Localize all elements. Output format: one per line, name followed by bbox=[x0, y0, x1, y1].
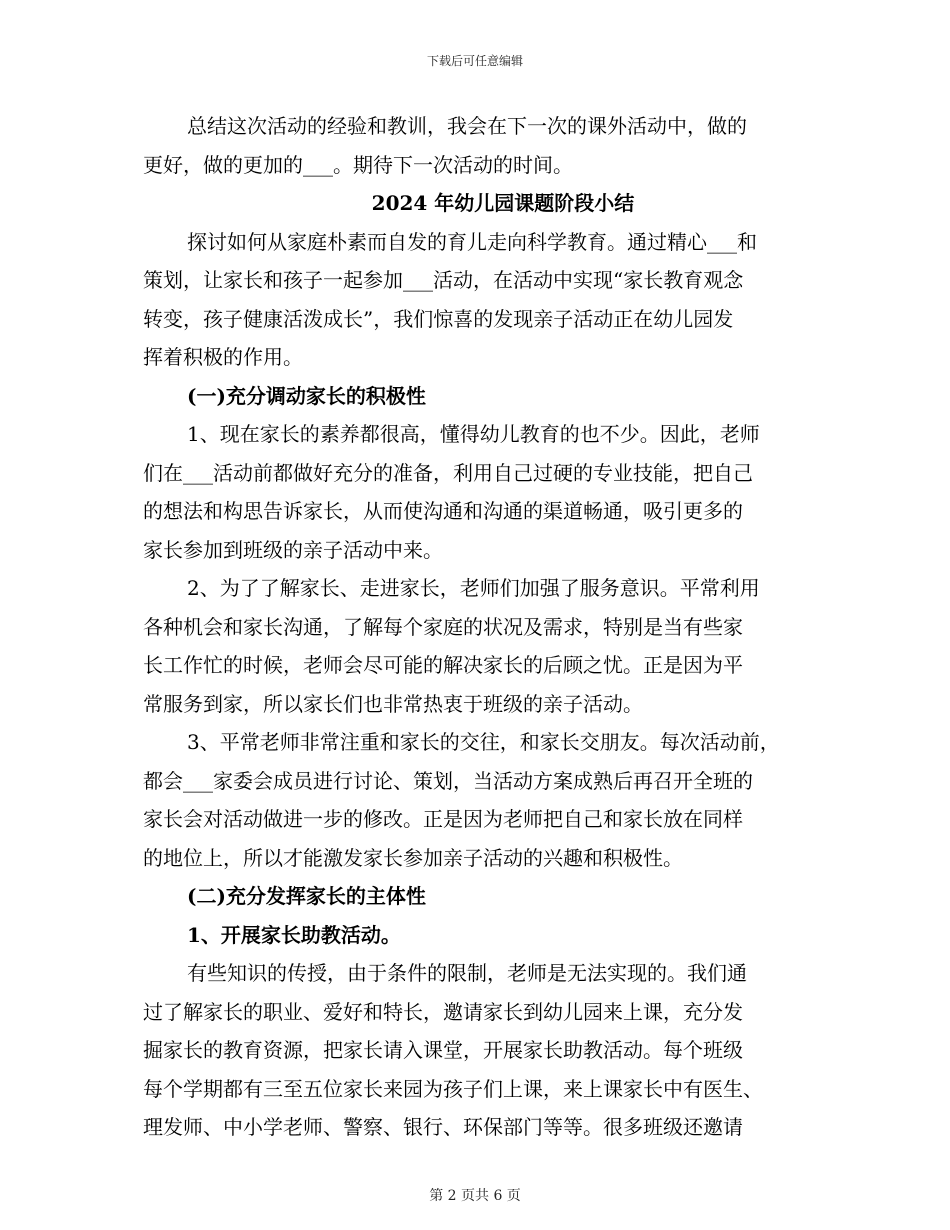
text-line: 2、为了了解家长、走进家长，老师们加强了服务意识。平常利用 bbox=[187, 576, 760, 600]
document-body bbox=[143, 107, 803, 1147]
text-line: 家长会对活动做进一步的修改。正是因为老师把自己和家长放在同样 bbox=[143, 807, 743, 831]
text-line: 们在___活动前都做好充分的准备，利用自己过硬的专业技能，把自己 bbox=[143, 460, 753, 485]
text-line: 3、平常老师非常注重和家长的交往，和家长交朋友。每次活动前， bbox=[187, 730, 780, 754]
text-line: 探讨如何从家庭朴素而自发的育儿走向科学教育。通过精心___和 bbox=[187, 229, 757, 254]
item-1-paragraph bbox=[143, 415, 803, 569]
text-line: 的地位上，所以才能激发家长参加亲子活动的兴趣和积极性。 bbox=[143, 845, 683, 870]
intro-paragraph bbox=[143, 107, 803, 184]
text-line: 总结这次活动的经验和教训，我会在下一次的课外活动中，做的 bbox=[187, 114, 747, 138]
document-title: 2024 年幼儿园课题阶段小结 bbox=[371, 191, 635, 215]
text-line: 都会___家委会成员进行讨论、策划，当活动方案成熟后再召开全班的 bbox=[143, 768, 753, 793]
text-line: 常服务到家，所以家长们也非常热衷于班级的亲子活动。 bbox=[143, 691, 643, 716]
text-line: 各种机会和家长沟通，了解每个家庭的状况及需求，特别是当有些家 bbox=[143, 614, 743, 639]
text-line: 有些知识的传授，由于条件的限制，老师是无法实现的。我们通 bbox=[187, 961, 747, 985]
text-line: 策划，让家长和孩子一起参加___活动，在活动中实现“家长教育观念 bbox=[143, 268, 744, 292]
text-line: 理发师、中小学老师、警察、银行、环保部门等等。很多班级还邀请 bbox=[143, 1115, 743, 1139]
text-line: 家长参加到班级的亲子活动中来。 bbox=[143, 537, 443, 562]
summary-paragraph bbox=[143, 223, 803, 377]
text-line: 的想法和构思告诉家长，从而使沟通和沟通的渠道畅通，吸引更多的 bbox=[143, 499, 743, 523]
section-heading-2: (二)充分发挥家长的主体性 bbox=[187, 884, 426, 908]
assistant-teaching-paragraph bbox=[143, 954, 803, 1147]
text-line: 1、现在家长的素养都很高，懂得幼儿教育的也不少。因此，老师 bbox=[187, 422, 760, 446]
section-heading-1: (一)充分调动家长的积极性 bbox=[187, 383, 426, 408]
subsection-heading: 1、开展家长助教活动。 bbox=[187, 922, 401, 947]
text-line: 掘家长的教育资源，把家长请入课堂，开展家长助教活动。每个班级 bbox=[143, 1038, 743, 1062]
item-2-paragraph bbox=[143, 569, 803, 723]
page-header-note: 下载后可任意编辑 bbox=[426, 54, 523, 68]
text-line: 长工作忙的时候，老师会尽可能的解决家长的后顾之忧。正是因为平 bbox=[143, 653, 743, 677]
page-number: 第 2 页共 6 页 bbox=[429, 1188, 521, 1204]
text-line: 挥着积极的作用。 bbox=[143, 345, 303, 369]
text-line: 每个学期都有三至五位家长来园为孩子们上课，来上课家长中有医生、 bbox=[143, 1076, 763, 1101]
text-line: 转变，孩子健康活泼成长”，我们惊喜的发现亲子活动正在幼儿园发 bbox=[143, 306, 734, 331]
text-line: 更好，做的更加的___。期待下一次活动的时间。 bbox=[143, 152, 573, 177]
item-3-paragraph bbox=[143, 723, 803, 877]
text-line: 过了解家长的职业、爱好和特长，邀请家长到幼儿园来上课，充分发 bbox=[143, 999, 743, 1024]
